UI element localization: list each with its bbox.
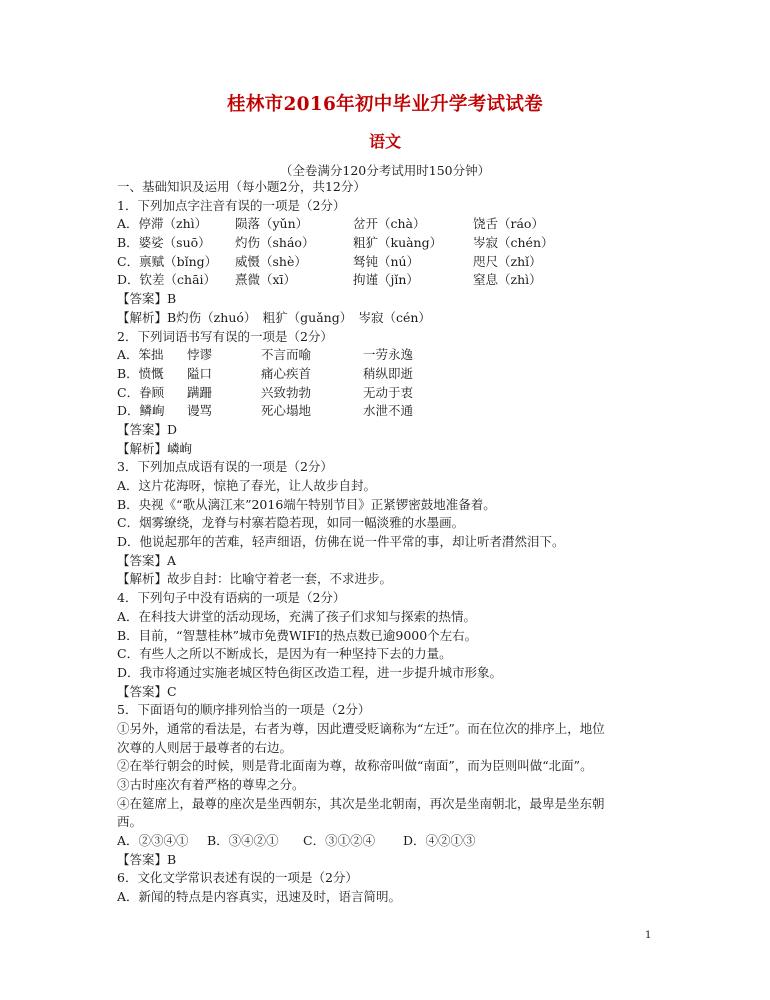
option-cell: C．眷顾 xyxy=(117,384,165,400)
question-3-answer: 【答案】A xyxy=(117,552,177,568)
question-2-option-c xyxy=(117,384,665,403)
option-cell: 粗犷（kuàng） xyxy=(353,235,443,251)
option-cell: 岑寂（chén） xyxy=(473,235,554,251)
question-3-stem: 3．下列加点成语有误的一项是（2分） xyxy=(117,459,333,475)
option-cell: A．笨拙 xyxy=(117,347,164,363)
question-6-option-a: A．新闻的特点是内容真实，迅速及时，语言简明。 xyxy=(117,889,402,905)
question-1-answer: 【答案】B xyxy=(117,291,177,307)
option-cell: A．②③④① xyxy=(117,833,189,849)
question-5-sentence-4-cont: 西。 xyxy=(117,814,143,830)
question-1-option-d xyxy=(117,271,665,290)
option-cell: 痛心疾首 xyxy=(261,365,312,381)
question-3-option-c: C．烟雾缭绕，龙脊与村寨若隐若现，如同一幅淡雅的水墨画。 xyxy=(117,515,465,531)
question-3-analysis: 【解析】故步自封：比喻守着老一套，不求进步。 xyxy=(117,571,393,587)
option-cell: 一劳永逸 xyxy=(363,347,414,363)
question-4-option-a: A．在科技大讲堂的活动现场，充满了孩子们求知与探索的热情。 xyxy=(117,608,477,624)
question-5-sentence-3: ③古时座次有着严格的尊卑之分。 xyxy=(117,777,305,792)
question-5-answer: 【答案】B xyxy=(117,851,177,867)
question-4-option-b: B．目前，“智慧桂林”城市免费WIFI的热点数已逾9000个左右。 xyxy=(117,627,478,643)
question-5-sentence-1: ①另外，通常的看法是，右者为尊，因此遭受贬谪称为“左迁”。而在位次的排序上，地位 xyxy=(117,720,605,736)
exam-title: 桂林市2016年初中毕业升学考试试卷 xyxy=(227,94,543,115)
subject-title: 语文 xyxy=(368,132,401,151)
option-cell: 咫尺（zhǐ） xyxy=(473,253,542,269)
question-2-analysis: 【解析】嶙峋 xyxy=(117,440,193,456)
question-5-sentence-4: ④在筵席上，最尊的座次是坐西朝东，其次是坐北朝南，再次是坐南朝北，最卑是坐东朝 xyxy=(117,795,605,811)
option-cell: 死心塌地 xyxy=(261,403,312,419)
option-cell: 拘谨（jǐn） xyxy=(353,272,419,288)
option-cell: 水泄不通 xyxy=(363,403,414,419)
option-cell: B．愤慨 xyxy=(117,365,164,381)
question-1-option-b xyxy=(117,234,665,253)
page-number: 1 xyxy=(645,930,652,941)
question-4-option-d: D．我市将通过实施老城区特色街区改造工程，进一步提升城市形象。 xyxy=(117,664,503,680)
option-cell: 隘口 xyxy=(187,365,213,381)
question-2-option-d xyxy=(117,402,665,421)
section-heading: 一、基础知识及运用（每小题2分，共12分） xyxy=(117,179,366,194)
option-cell: 稍纵即逝 xyxy=(363,365,414,381)
option-cell: B．③④②① xyxy=(207,833,279,849)
question-4-stem: 4．下列句子中没有语病的一项是（2分） xyxy=(117,590,346,606)
question-4-option-c: C．有些人之所以不断成长，是因为有一种坚持下去的力量。 xyxy=(117,646,452,662)
question-2-option-a xyxy=(117,346,665,365)
question-5-sentence-2: ②在举行朝会的时候，则是背北面南为尊，故称帝叫做“南面”，而为臣则叫做“北面”。 xyxy=(117,758,593,774)
option-cell: 陨落（yǔn） xyxy=(235,216,309,232)
question-3-option-a: A．这片花海呀，惊艳了春光，让人故步自封。 xyxy=(117,478,377,493)
question-1-analysis: 【解析】B灼伤（zhuó） 粗犷（guǎng） 岑寂（cén） xyxy=(117,309,431,325)
option-cell: D．④②①③ xyxy=(403,833,476,849)
question-1-stem: 1．下列加点字注音有误的一项是（2分） xyxy=(117,197,346,213)
option-cell: 窒息（zhì） xyxy=(473,272,542,288)
option-cell: B．婆娑（suō） xyxy=(117,235,211,251)
option-cell: 驽钝（nú） xyxy=(353,253,420,269)
question-2-stem: 2．下列词语书写有误的一项是（2分） xyxy=(117,328,333,344)
option-cell: D．钦差（chāi） xyxy=(117,272,217,288)
question-5-stem: 5．下面语句的顺序排列恰当的一项是（2分） xyxy=(117,702,371,718)
exam-body xyxy=(117,178,665,907)
option-cell: D．鳞峋 xyxy=(117,403,165,419)
option-cell: 岔开（chà） xyxy=(353,216,426,232)
question-1-option-c xyxy=(117,253,665,272)
question-6-stem: 6．文化文学常识表述有误的一项是（2分） xyxy=(117,870,358,886)
question-5-sentence-1-cont: 次尊的人则居于最尊者的右边。 xyxy=(117,739,293,755)
option-cell: 悖谬 xyxy=(187,347,213,363)
option-cell: 熹微（xī） xyxy=(235,272,297,288)
option-cell: A．停滞（zhì） xyxy=(117,216,208,232)
option-cell: 饶舌（ráo） xyxy=(473,216,544,232)
exam-info: （全卷满分120分考试用时150分钟） xyxy=(279,163,491,178)
option-cell: 谩骂 xyxy=(187,403,213,419)
question-4-answer: 【答案】C xyxy=(117,683,177,699)
question-3-option-b: B．央视《“歌从漓江来”2016端午特别节目》正紧锣密鼓地准备着。 xyxy=(117,496,496,512)
option-cell: C．③①②④ xyxy=(303,833,376,849)
option-cell: 无动于衷 xyxy=(363,384,414,400)
question-3-option-d: D．他说起那年的苦难，轻声细语，仿佛在说一件平常的事，却让听者潸然泪下。 xyxy=(117,534,565,550)
question-2-option-b xyxy=(117,365,665,384)
question-1-option-a xyxy=(117,215,665,234)
option-cell: 蹒跚 xyxy=(187,384,213,400)
option-cell: 不言而喻 xyxy=(261,347,312,363)
option-cell: 灼伤（sháo） xyxy=(235,235,315,251)
option-cell: 威慑（shè） xyxy=(235,253,307,269)
option-cell: 兴致勃勃 xyxy=(261,384,312,400)
question-5-options xyxy=(117,832,665,851)
question-2-answer: 【答案】D xyxy=(117,421,178,437)
option-cell: C．禀赋（bǐng） xyxy=(117,253,218,269)
